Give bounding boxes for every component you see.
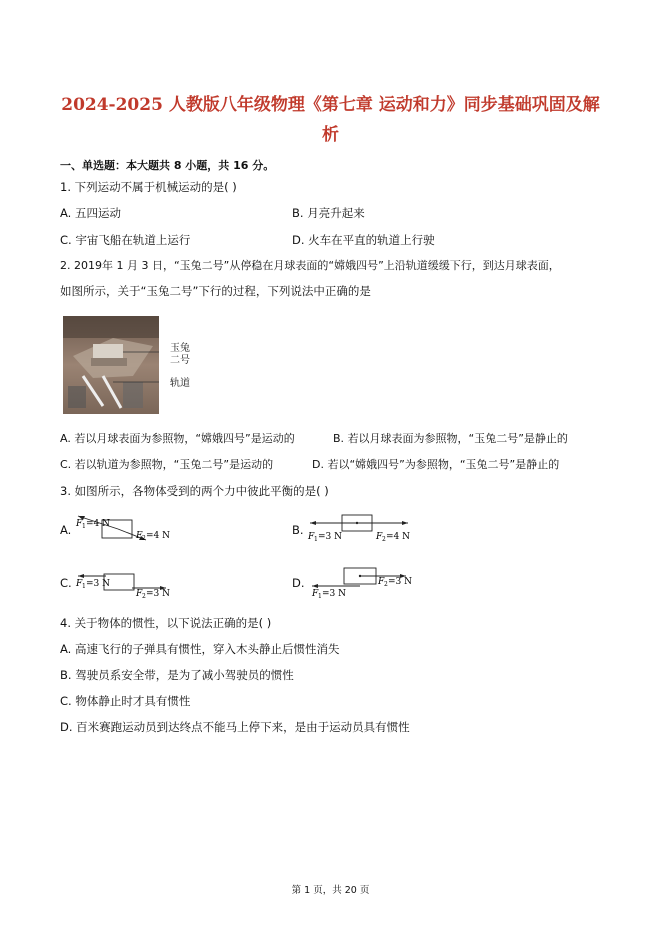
figure-label-rover-1: 玉兔 — [170, 343, 190, 354]
question-3-option-c-diagram — [74, 566, 184, 598]
question-1-option-a: A. 五四运动 — [60, 206, 121, 220]
option-a-f1-symbol: F — [76, 519, 83, 529]
option-d-f1-sub: 1 — [318, 593, 322, 600]
section-header: 一、单选题：本大题共 8 小题，共 16 分。 — [60, 159, 275, 172]
option-d-f2-value: =3 N — [388, 577, 413, 587]
question-3-option-b-diagram — [306, 513, 416, 543]
option-b-f2-value: =4 N — [386, 532, 411, 542]
question-3-option-d-letter: D. — [292, 576, 305, 590]
question-2-stem-line-2: 如图所示，关于“玉兔二号”下行的过程，下列说法中正确的是 — [60, 284, 371, 298]
option-d-f1-symbol: F — [312, 589, 319, 599]
question-3-stem: 3. 如图所示，各物体受到的两个力中彼此平衡的是( ) — [60, 484, 329, 498]
option-b-f1-sub: 1 — [314, 536, 318, 543]
option-a-f1-value: =4 N — [86, 519, 111, 529]
figure-label-rover-2: 二号 — [170, 355, 190, 366]
question-3-option-d-diagram — [306, 564, 416, 600]
question-2-option-b: B. 若以月球表面为参照物，“玉兔二号”是静止的 — [333, 432, 568, 445]
question-2-stem-line-1: 2. 2019年 1 月 3 日，“玉兔二号”从停稳在月球表面的“嫦娥四号”上沿轨道缓缓下行，到达月球表面， — [60, 259, 560, 272]
option-c-f1-symbol: F — [76, 579, 83, 589]
option-b-f1-value: =3 N — [318, 532, 343, 542]
option-d-f1-value: =3 N — [322, 589, 347, 599]
option-c-f1-sub: 1 — [82, 583, 86, 590]
figure-label-track: 轨道 — [170, 378, 190, 389]
option-a-f2-sub: 2 — [142, 535, 146, 542]
option-c-f1-value: =3 N — [86, 579, 111, 589]
question-2-option-d: D. 若以“嫦娥四号”为参照物，“玉兔二号”是静止的 — [312, 458, 560, 471]
document-title-line-2: 析 — [322, 125, 339, 145]
option-c-f2-value: =3 N — [146, 589, 171, 598]
option-c-f2-sub: 2 — [142, 593, 146, 598]
option-b-f1-symbol: F — [308, 532, 315, 542]
option-b-f2-sub: 2 — [382, 536, 386, 543]
page-footer: 第 1 页，共 20 页 — [291, 885, 370, 896]
option-a-f1-sub: 1 — [82, 523, 86, 530]
option-d-f2-symbol: F — [378, 577, 385, 587]
option-c-f2-symbol: F — [136, 589, 143, 598]
question-3-option-c-letter: C. — [60, 576, 72, 590]
question-4-option-c: C. 物体静止时才具有惯性 — [60, 694, 191, 708]
moon-rover-photo — [63, 316, 159, 414]
option-d-f2-sub: 2 — [384, 581, 388, 588]
question-3-option-a-diagram — [74, 510, 184, 550]
question-2-option-c: C. 若以轨道为参照物，“玉兔二号”是运动的 — [60, 458, 274, 471]
question-4-option-a: A. 高速飞行的子弹具有惯性，穿入木头静止后惯性消失 — [60, 642, 340, 656]
question-1-option-b: B. 月亮升起来 — [292, 206, 365, 220]
option-a-f2-value: =4 N — [146, 531, 171, 541]
option-a-f2-symbol: F — [136, 531, 143, 541]
question-3-option-b-letter: B. — [292, 523, 304, 537]
question-1-stem: 1. 下列运动不属于机械运动的是( ) — [60, 180, 237, 194]
question-2-option-a: A. 若以月球表面为参照物，“嫦娥四号”是运动的 — [60, 432, 295, 445]
option-b-f2-symbol: F — [376, 532, 383, 542]
question-4-option-b: B. 驾驶员系安全带，是为了减小驾驶员的惯性 — [60, 668, 294, 682]
question-3-option-a-letter: A. — [60, 523, 72, 537]
document-title-line-1: 2024-2025 人教版八年级物理《第七章 运动和力》同步基础巩固及解 — [61, 95, 600, 115]
question-4-option-d: D. 百米赛跑运动员到达终点不能马上停下来，是由于运动员具有惯性 — [60, 720, 410, 734]
question-4-stem: 4. 关于物体的惯性，以下说法正确的是( ) — [60, 616, 272, 630]
question-1-option-c: C. 宇宙飞船在轨道上运行 — [60, 233, 191, 247]
question-1-option-d: D. 火车在平直的轨道上行驶 — [292, 233, 435, 247]
